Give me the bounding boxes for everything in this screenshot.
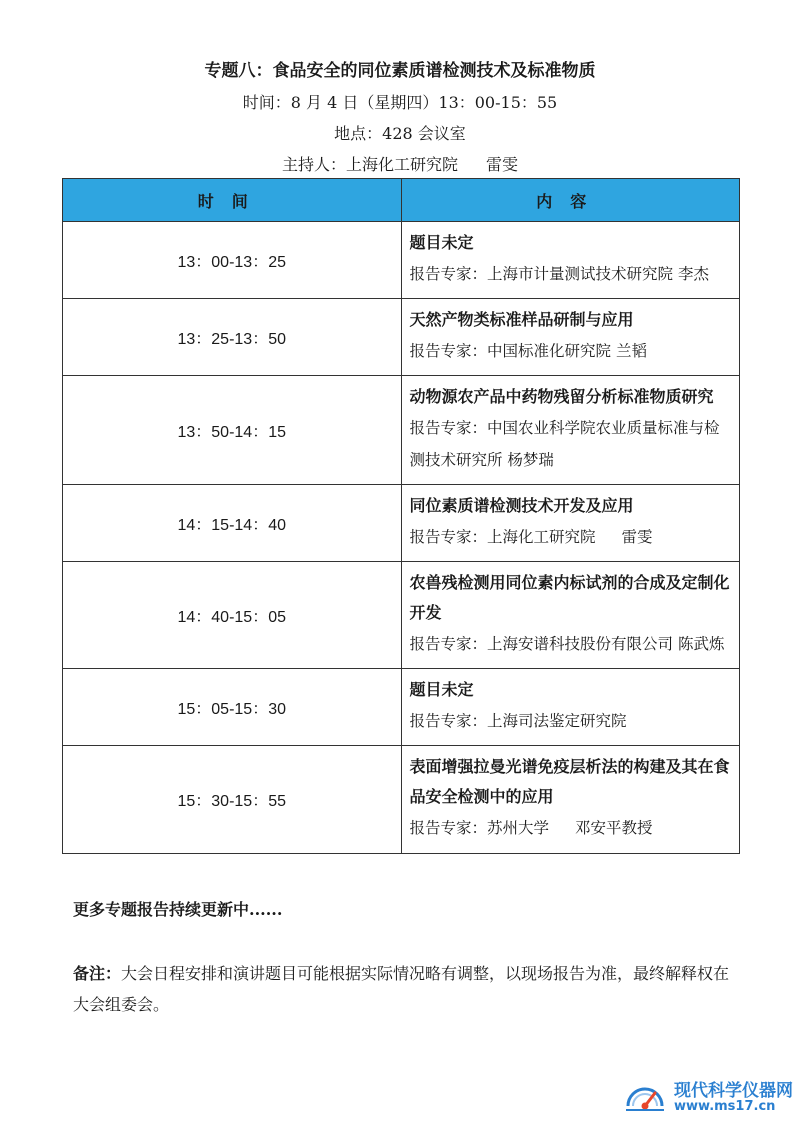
- talk-title: 动物源农产品中药物残留分析标准物质研究: [409, 387, 714, 406]
- watermark: [622, 1072, 792, 1120]
- talk-title: 题目未定: [409, 233, 474, 252]
- note-text: 大会日程安排和演讲题目可能根据实际情况略有调整，以现场报告为准，最终解释权在大会组委会。: [73, 964, 730, 1014]
- talk-title: 农兽残检测用同位素内标试剂的合成及定制化开发: [409, 573, 730, 622]
- row-time: 15：05-15：30: [63, 669, 402, 746]
- talk-speaker: [410, 258, 732, 290]
- talk-speaker: [410, 521, 732, 553]
- row-time: 14：40-15：05: [63, 562, 402, 669]
- talk-speaker: [410, 812, 732, 844]
- watermark-name: 现代科学仪器网: [674, 1081, 793, 1101]
- table-header-row: [63, 179, 740, 222]
- more-updates-text: 更多专题报告持续更新中......: [73, 900, 283, 919]
- table-row: [63, 222, 740, 299]
- speaker-label: 报告专家：: [409, 635, 488, 653]
- gauge-logo-icon: [622, 1076, 668, 1116]
- talk-title: 题目未定: [409, 680, 474, 699]
- row-content: [401, 669, 740, 746]
- session-host: [0, 152, 800, 175]
- talk-speaker: [410, 412, 732, 476]
- row-content: [401, 562, 740, 669]
- speaker-extra: 邓安平教授: [575, 819, 653, 837]
- speaker-name: 上海安谱科技股份有限公司 陈武炼: [487, 635, 725, 653]
- speaker-name: 中国标准化研究院 兰韬: [487, 342, 647, 360]
- table-row: [63, 562, 740, 669]
- host-label: 主持人：上海化工研究院: [281, 155, 458, 174]
- speaker-extra: 雷雯: [621, 528, 653, 546]
- host-name: 雷雯: [486, 155, 519, 174]
- talk-title: 天然产物类标准样品研制与应用: [409, 310, 634, 329]
- speaker-name: 中国农业科学院农业质量标准与检测技术研究所 杨梦瑞: [409, 419, 720, 469]
- row-content: [401, 299, 740, 376]
- schedule-table: [62, 178, 740, 854]
- row-time: 13：50-14：15: [63, 376, 402, 485]
- note-label: 备注：: [73, 964, 122, 983]
- note-paragraph: [73, 958, 743, 1020]
- talk-speaker: [410, 628, 732, 660]
- speaker-label: 报告专家：: [409, 419, 488, 437]
- row-content: [401, 485, 740, 562]
- table-row: [63, 299, 740, 376]
- row-time: 13：00-13：25: [63, 222, 402, 299]
- speaker-name: 上海化工研究院: [487, 528, 596, 546]
- talk-speaker: [410, 335, 732, 367]
- table-row: [63, 376, 740, 485]
- watermark-url: www.ms17.cn: [674, 1099, 776, 1114]
- table-row: [63, 746, 740, 854]
- column-header-content: 内容: [401, 179, 740, 222]
- column-header-time: 时间: [63, 179, 402, 222]
- speaker-label: 报告专家：: [409, 265, 488, 283]
- speaker-label: 报告专家：: [409, 712, 488, 730]
- page-title: 专题八：食品安全的同位素质谱检测技术及标准物质: [204, 61, 596, 81]
- speaker-label: 报告专家：: [409, 528, 488, 546]
- row-content: [401, 376, 740, 485]
- row-time: 15：30-15：55: [63, 746, 402, 854]
- talk-title: 表面增强拉曼光谱免疫层析法的构建及其在食品安全检测中的应用: [409, 757, 730, 806]
- speaker-name: 苏州大学: [487, 819, 550, 837]
- table-row: [63, 669, 740, 746]
- row-time: 13：25-13：50: [63, 299, 402, 376]
- speaker-name: 上海司法鉴定研究院: [487, 712, 627, 730]
- speaker-label: 报告专家：: [409, 342, 488, 360]
- session-time: 时间：8 月 4 日（星期四）13：00-15：55: [242, 93, 558, 112]
- row-content: [401, 222, 740, 299]
- talk-speaker: [410, 705, 732, 737]
- table-row: [63, 485, 740, 562]
- session-venue: 地点：428 会议室: [334, 124, 466, 143]
- talk-title: 同位素质谱检测技术开发及应用: [409, 496, 634, 515]
- row-time: 14：15-14：40: [63, 485, 402, 562]
- row-content: [401, 746, 740, 854]
- speaker-name: 上海市计量测试技术研究院 李杰: [487, 265, 709, 283]
- speaker-label: 报告专家：: [409, 819, 488, 837]
